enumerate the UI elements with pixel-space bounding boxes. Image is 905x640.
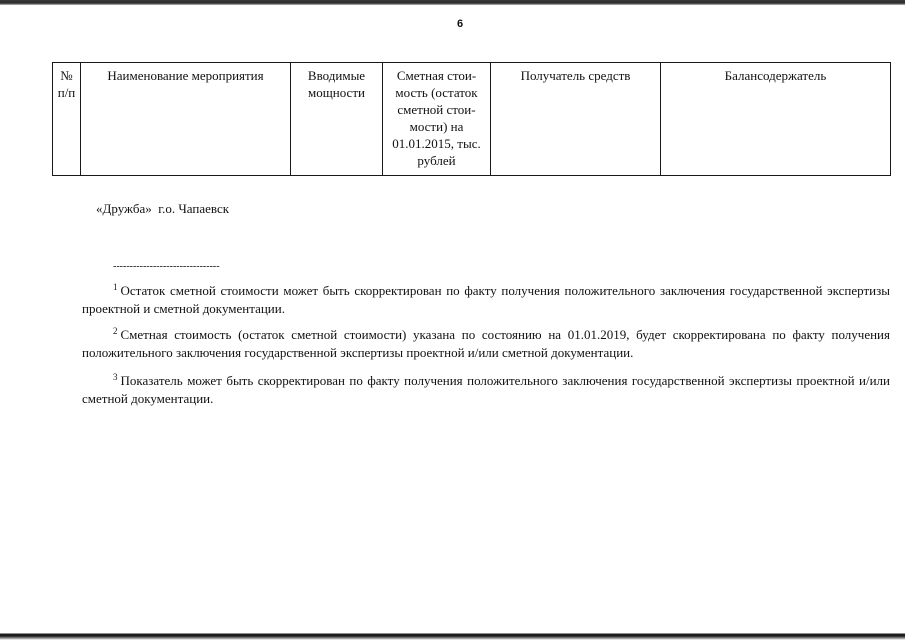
table-header <box>52 62 891 176</box>
table-header-row <box>53 63 891 176</box>
col-name-header: Наименование мероприятия <box>81 63 291 176</box>
footnote-text: Показатель может быть скорректирован по факту получения положительного заключения государственной экспертизы проектной и/или сметной документации. <box>82 373 890 406</box>
scan-edge-top <box>0 0 905 5</box>
object-name-text: «Дружба» г.о. Чапаевск <box>96 201 230 216</box>
footnote-3 <box>82 372 890 408</box>
col-holder-header: Балансодержатель <box>661 63 891 176</box>
col-number-header: № п/п <box>53 63 81 176</box>
col-capacity-header: Вводимые мощности <box>291 63 383 176</box>
footnote-text: Остаток сметной стоимости может быть скорректирован по факту получения положительного заключения государственной экспертизы проектной и сметной документации. <box>82 283 890 316</box>
footnote-2 <box>82 326 890 362</box>
footnote-mark: 1 <box>113 282 118 292</box>
page-number: 6 <box>456 18 464 30</box>
footnote-separator: -------------------------------- <box>113 261 220 272</box>
footnote-mark: 2 <box>113 326 118 336</box>
scan-edge-bottom <box>0 633 905 640</box>
col-cost-header: Сметная стои-мость (остаток сметной стои-мости) на 01.01.2015, тыс. рублей <box>383 63 491 176</box>
footnote-1 <box>82 282 890 318</box>
col-recipient-header: Получатель средств <box>491 63 661 176</box>
footnote-mark: 3 <box>113 372 118 382</box>
footnote-text: Сметная стоимость (остаток сметной стоимости) указана по состоянию на 01.01.2019, будет скорректирована по факту получения положительного заключения государственной экспертизы проектной и/или сметной документации. <box>82 327 890 360</box>
